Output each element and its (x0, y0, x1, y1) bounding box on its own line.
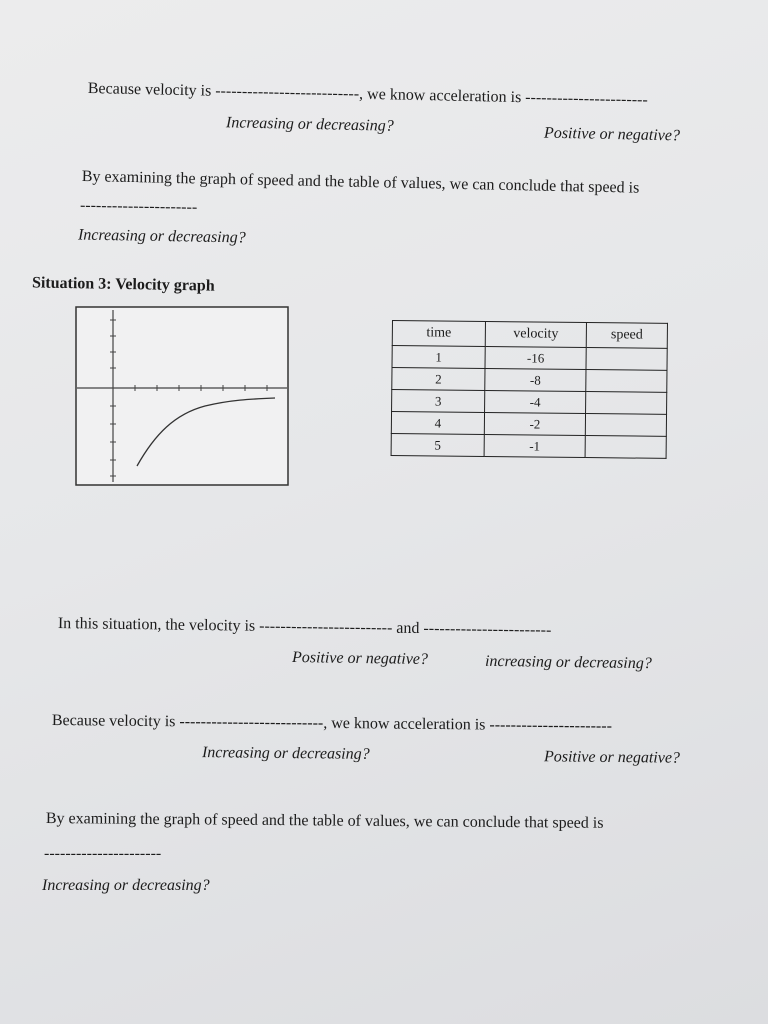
cell-speed[interactable] (586, 392, 667, 415)
table-header-row (392, 321, 667, 349)
cell-time: 3 (392, 390, 485, 413)
hint-increasing-decreasing: increasing or decreasing? (484, 652, 652, 673)
speed-blank-2: ---------------------- (44, 845, 162, 862)
table-row (392, 390, 667, 415)
cell-velocity: -4 (485, 390, 586, 413)
velocity-blank: ---------------------------, (179, 713, 328, 732)
in-this-situation-line (58, 615, 552, 640)
hint-increasing-decreasing: Increasing or decreasing? (225, 114, 394, 135)
cell-speed[interactable] (585, 436, 666, 459)
acceleration-blank: ----------------------- (525, 89, 648, 109)
hint-increasing-decreasing-2: Increasing or decreasing? (201, 744, 370, 763)
velocity-graph (75, 306, 289, 486)
cell-speed[interactable] (585, 414, 666, 437)
speed-hint: Increasing or decreasing? (77, 226, 246, 247)
header-speed: speed (586, 323, 667, 349)
cell-velocity: -8 (485, 368, 586, 391)
cell-velocity: -1 (484, 434, 585, 457)
table-row (392, 346, 667, 371)
hint-positive-negative: Positive or negative? (543, 124, 681, 145)
because-velocity-text: Because velocity is (51, 712, 176, 731)
velocity-blank: ---------------------------, (215, 82, 364, 103)
situation-3-title: Situation 3: Velocity graph (31, 274, 215, 295)
because-velocity-line-2 (52, 712, 612, 736)
cell-time: 1 (392, 346, 485, 369)
because-velocity-line-1 (88, 80, 648, 110)
table-row (392, 368, 667, 393)
graph-frame (76, 307, 288, 485)
hint-positive-negative: Positive or negative? (291, 649, 429, 668)
header-velocity: velocity (485, 321, 586, 347)
in-this-situation-text: In this situation, the velocity is (57, 615, 256, 635)
cell-speed[interactable] (586, 348, 667, 371)
speed-hint-2: Increasing or decreasing? (42, 877, 210, 894)
cell-velocity: -2 (484, 412, 585, 435)
hint-positive-negative-2: Positive or negative? (543, 748, 681, 767)
we-know-acceleration-text: we know acceleration is (366, 85, 522, 107)
table-row (391, 412, 666, 437)
acceleration-blank: ----------------------- (489, 716, 613, 735)
cell-time: 2 (392, 368, 485, 391)
speed-conclusion-sentence-2: By examining the graph of speed and the table of values, we can conclude that speed is (45, 810, 604, 832)
values-table (391, 320, 668, 459)
because-velocity-text: Because velocity is (87, 80, 212, 100)
speed-conclusion-sentence: By examining the graph of speed and the table of values, we can conclude that speed is (81, 168, 640, 197)
cell-speed[interactable] (586, 370, 667, 393)
header-time: time (392, 321, 485, 347)
cell-velocity: -16 (485, 346, 586, 369)
velocity-trend-blank: ------------------------ (423, 620, 552, 639)
cell-time: 5 (391, 433, 484, 456)
speed-blank: ---------------------- (79, 196, 198, 217)
we-know-acceleration-text: we know acceleration is (331, 714, 486, 734)
table-row (391, 433, 666, 458)
cell-time: 4 (391, 412, 484, 435)
and-text: and (396, 619, 420, 638)
velocity-sign-blank: ------------------------- (259, 617, 393, 637)
